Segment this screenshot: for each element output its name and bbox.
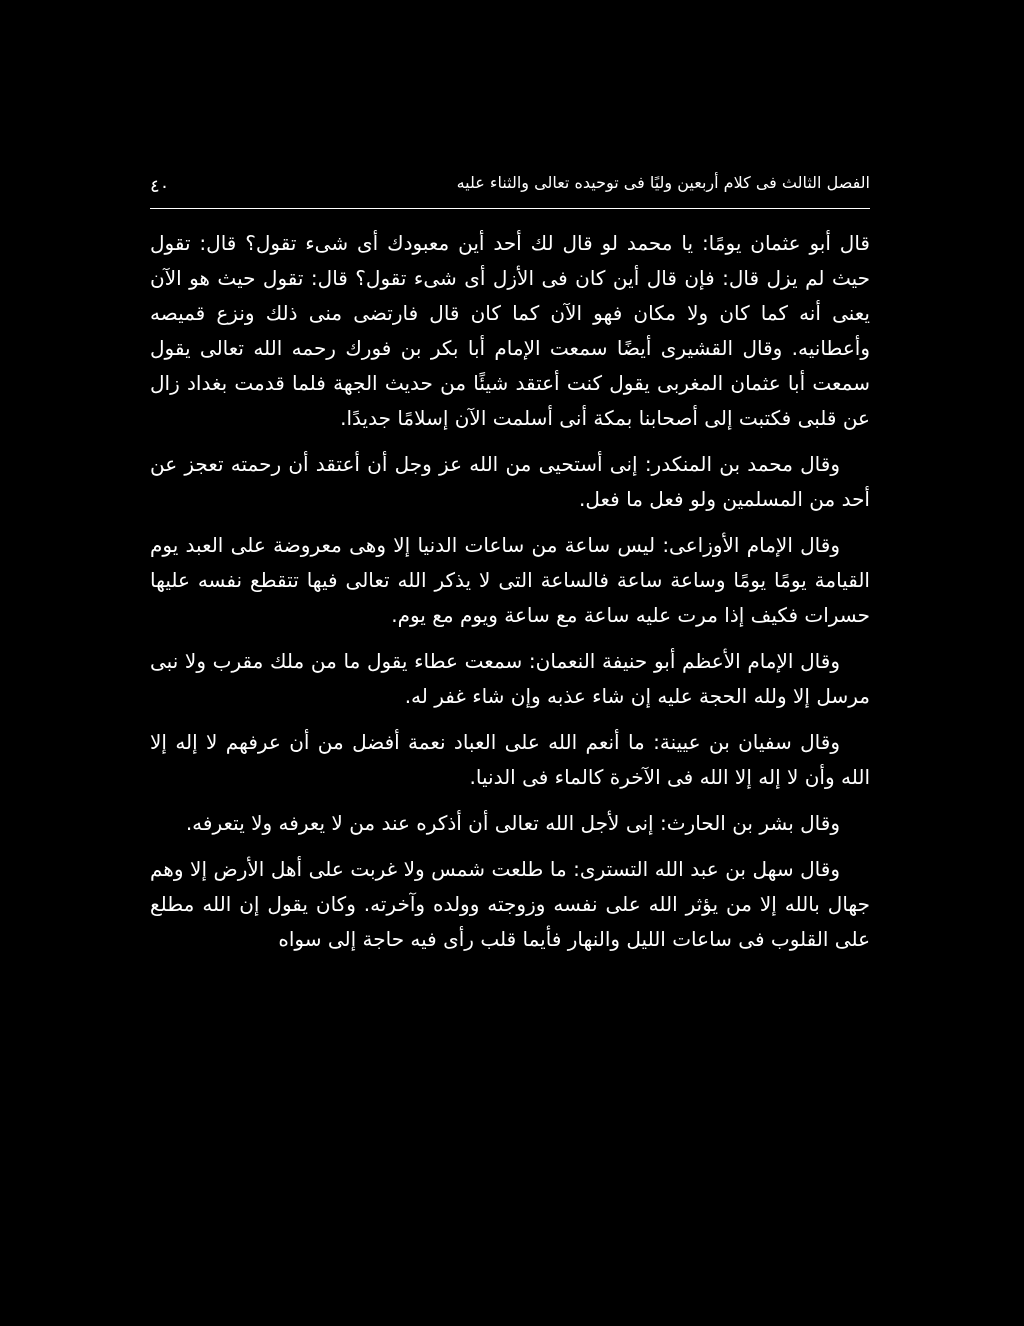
paragraph-abu-hanifa: وقال الإمام الأعظم أبو حنيفة النعمان: سمعت عطاء يقول ما من ملك مقرب ولا نبى مرسل إلا ولله الحجة عليه إن شاء عذبه وإن شاء غفر له. <box>150 649 870 708</box>
page-header <box>150 168 870 198</box>
page-body <box>150 226 870 957</box>
header-rule <box>150 208 870 209</box>
paragraph-sufyan-ibn-uyayna: وقال سفيان بن عيينة: ما أنعم الله على العباد نعمة أفضل من أن عرفهم لا إله إلا الله وأن لا إله إلا الله فى الآخرة كالماء فى الدنيا. <box>150 730 870 789</box>
page-number: ٤٠ <box>150 176 170 197</box>
paragraph-bishr-ibn-al-harith: وقال بشر بن الحارث: إنى لأجل الله تعالى أن أذكره عند من لا يعرفه ولا يتعرفه. <box>185 811 840 835</box>
running-title: الفصل الثالث فى كلام أربعين وليًا فى توحيده تعالى والثناء عليه <box>456 173 870 192</box>
paragraph-abu-uthman: قال أبو عثمان يومًا: يا محمد لو قال لك أحد أين معبودك أى شىء تقول؟ قال: تقول حيث لم يزل قال: فإن قال أين كان فى الأزل أى شىء تقول؟ قال: تقول حيث هو الآن يعنى أنه كما كان ولا مكان فهو الآن كما كان قال فارتضى منى ذلك ونزع قميصه وأعطانيه. وقال القشيرى أيضًا سمعت الإمام أبا بكر بن فورك رحمه الله تعالى يقول سمعت أبا عثمان المغربى يقول كنت أعتقد شيئًا من حديث الجهة فلما قدمت بغداد زال عن قلبى فكتبت إلى أصحابنا بمكة أنى أسلمت الآن إسلامًا جديدًا. <box>150 231 870 430</box>
paragraph-ibn-al-munkadir: وقال محمد بن المنكدر: إنى أستحيى من الله عز وجل أن أعتقد أن رحمته تعجز عن أحد من المسلمين ولو فعل ما فعل. <box>150 452 870 511</box>
paragraph-sahl-al-tustari: وقال سهل بن عبد الله التسترى: ما طلعت شمس ولا غربت على أهل الأرض إلا وهم جهال بالله إلا من يؤثر الله على نفسه وزوجته وولده وآخرته. وكان يقول إن الله مطلع على القلوب فى ساعات الليل والنهار فأيما قلب رأى فيه حاجة إلى سواه <box>150 857 870 951</box>
paragraph-al-awzai: وقال الإمام الأوزاعى: ليس ساعة من ساعات الدنيا إلا وهى معروضة على العبد يوم القيامة يومًا يومًا وساعة ساعة فالساعة التى لا يذكر الله تعالى فيها تتقطع نفسه عليها حسرات فكيف إذا مرت عليه ساعة مع ساعة ويوم مع يوم. <box>150 533 870 627</box>
